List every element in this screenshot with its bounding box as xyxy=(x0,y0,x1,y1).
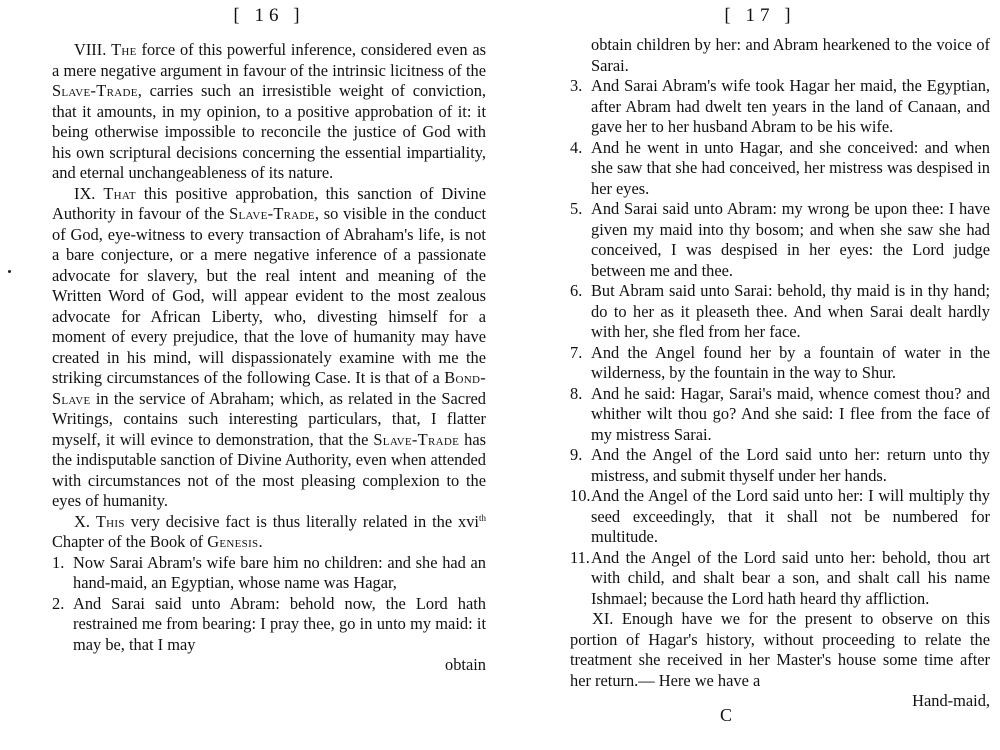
verse xyxy=(570,199,990,281)
book-name: Genesis xyxy=(207,532,259,551)
left-page-text xyxy=(52,40,486,676)
verse-number: 3. xyxy=(570,76,583,95)
slave-trade-term: Slave-Trade xyxy=(373,429,460,449)
signature-mark: C xyxy=(720,705,734,725)
verse-number: 2. xyxy=(52,593,65,613)
verse xyxy=(570,281,990,343)
verse xyxy=(570,486,990,548)
verse-text: And the Angel found her by a fountain of water in the wilderness, by the fountain in the way to Shur. xyxy=(591,342,990,382)
paragraph-numeral: XI. xyxy=(592,609,614,628)
verse xyxy=(570,445,990,486)
verse xyxy=(52,553,486,594)
verse-number: 10. xyxy=(570,486,591,505)
verse-text: And Sarai Abram's wife took Hagar her maid, the Egyptian, after Abram had dwelt ten years in the land of Canaan, and gave her to her husband Abram to be his wife. xyxy=(591,76,990,136)
paragraph-text: , carries such an irresistible weight of conviction, that it amounts, in my opinion, to a positive approbation of it: it being otherwise impossible to reconcile the justice of God with his own scriptural decisions concerning the essential impartiality, and eternal unchangeableness of its nature. xyxy=(52,81,486,182)
verse xyxy=(570,548,990,610)
verse-text: Now Sarai Abram's wife bare him no children: and she had an hand-maid, an Egyptian, whose name was Hagar, xyxy=(73,552,486,592)
page-number-left: [ 16 ] xyxy=(233,5,305,26)
paragraph-text: . xyxy=(258,532,263,551)
paragraph-text: Chapter of the Book of xyxy=(52,532,208,551)
paragraph-text: Enough have we for the present to observe on this portion of Hagar's history, without proceeding to relate the treatment she received in her Master's house some time after her return.— Here we have a xyxy=(570,609,990,690)
verse xyxy=(570,76,990,138)
paragraph-text: this positive approbation, this sanction of Divine Authority in favour of the xyxy=(52,183,486,223)
paragraph-viii xyxy=(52,40,486,184)
paragraph-text: in the service of Abraham; which, as related in the Sacred Writings, contains such interesting particulars, that, I flatter myself, it will evince to demonstration, that the xyxy=(52,388,486,449)
verse-text: And Sarai said unto Abram: my wrong be upon thee: I have given my maid into thy bosom; and when she saw she had conceived, I was despised in her eyes: the Lord judge between me and thee. xyxy=(591,199,990,280)
paragraph-numeral: IX. xyxy=(74,183,96,203)
paragraph-text: force of this powerful inference, considered even as a mere negative argument in favour of the intrinsic licitness of the xyxy=(52,40,486,80)
verse-text: And the Angel of the Lord said unto her: I will multiply thy seed exceedingly, that it shall not be numbered for multitude. xyxy=(591,486,990,546)
paragraph-text: very decisive fact is thus literally related in the xvi xyxy=(124,511,479,531)
catchword: obtain xyxy=(445,655,486,674)
verse-number: 7. xyxy=(570,342,583,362)
verse xyxy=(570,138,990,200)
paragraph-x xyxy=(52,512,486,553)
superscript: th xyxy=(478,512,486,523)
catchword: Hand-maid, xyxy=(912,691,990,710)
verse-text: And he said: Hagar, Sarai's maid, whence comest thou? and whither wilt thou go? And she said: I flee from the face of my mistress Sarai. xyxy=(591,383,990,444)
verse xyxy=(52,594,486,656)
lead-word: The xyxy=(111,40,137,59)
verse-number: 9. xyxy=(570,445,583,464)
lead-word: That xyxy=(103,183,136,203)
bond-slave-term: Bond-Slave xyxy=(52,368,486,408)
lead-word: This xyxy=(95,511,125,531)
continuation-text: obtain children by her: and Abram hearkened to the voice of Sarai. xyxy=(591,35,990,75)
verse-number: 8. xyxy=(570,383,583,403)
slave-trade-term: Slave-Trade xyxy=(229,204,315,223)
paragraph-text: , so visible in the conduct of God, eye-witness to every transaction of Abraham's life, is not a bare conjecture, or a mere negative inference of a passionate advocate for slavery, but the real intent and meaning of the Written Word of God, will appear evident to the most zealous advocate for African Liberty, who, divesting himself for a moment of every prejudice, that the love of humanity may have created in his mind, will dispassionately examine with me the striking circumstances of the following Case. It is that of a xyxy=(52,204,486,387)
paragraph-text: has the indisputable sanction of Divine Authority, even when attended with circumstances not of the most pleasing complexion to the eyes of humanity. xyxy=(52,429,486,510)
left-page xyxy=(52,0,486,750)
right-page-text xyxy=(570,35,990,712)
verse-text: And the Angel of the Lord said unto her: behold, thou art with child, and shalt bear a son, and shalt call his name Ishmael; because the Lord hath heard thy affliction. xyxy=(591,547,990,608)
verse xyxy=(570,343,990,384)
verse-text: And Sarai said unto Abram: behold now, the Lord hath restrained me from bearing: I pray thee, go in unto my maid: it may be, that I may xyxy=(73,593,486,654)
ink-speck xyxy=(8,270,11,273)
verse xyxy=(570,384,990,446)
slave-trade-term: Slave-Trade xyxy=(52,81,138,100)
verse-number: 11. xyxy=(570,547,590,567)
right-page xyxy=(570,0,990,750)
verse-text: And the Angel of the Lord said unto her: return unto thy mistress, and submit thyself under her hands. xyxy=(591,445,990,485)
paragraph-numeral: VIII. xyxy=(74,40,107,59)
verse-number: 4. xyxy=(570,137,583,157)
paragraph-xi xyxy=(570,609,990,691)
page-number-right: [ 17 ] xyxy=(724,5,796,26)
verse-continuation xyxy=(570,35,990,76)
paragraph-ix xyxy=(52,184,486,512)
verse-text: And he went in unto Hagar, and she conceived: and when she saw that she had conceived, her mistress was despised in her eyes. xyxy=(591,137,990,198)
paragraph-numeral: X. xyxy=(74,511,90,531)
verse-number: 1. xyxy=(52,552,65,572)
verse-number: 5. xyxy=(570,199,583,218)
verse-number: 6. xyxy=(570,281,583,300)
verse-text: But Abram said unto Sarai: behold, thy maid is in thy hand; do to her as it pleaseth thee. And when Sarai dealt hardly with her, she fled from her face. xyxy=(591,281,990,341)
